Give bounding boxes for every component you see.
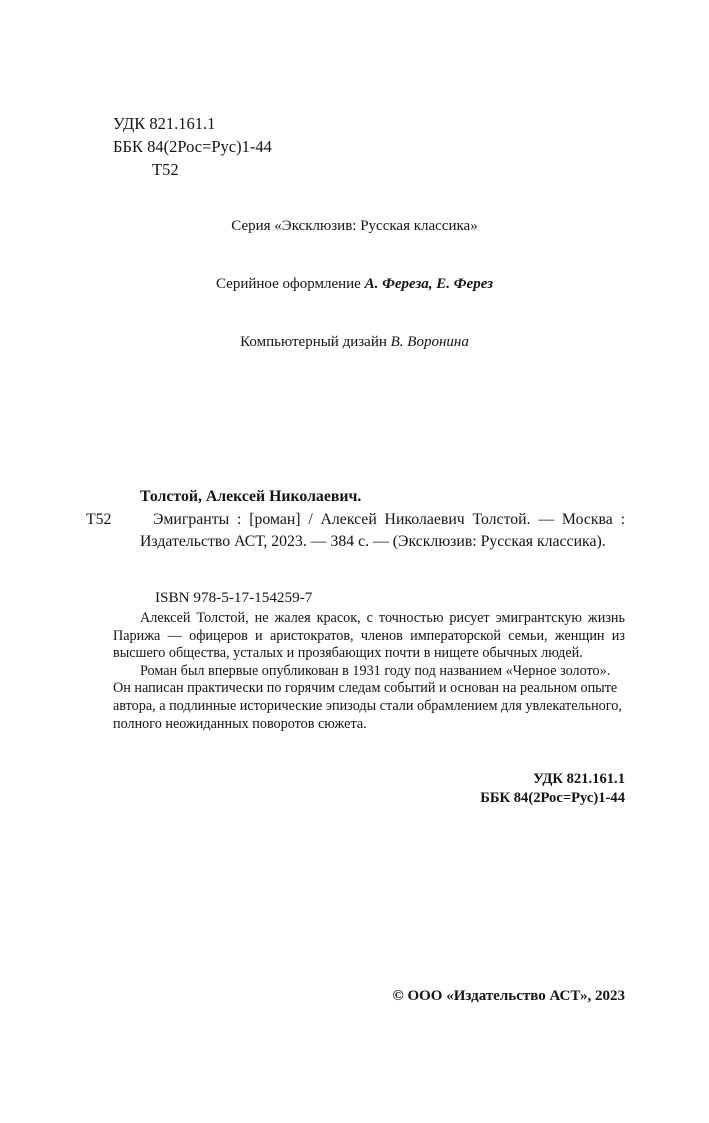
annotation-paragraph-2: Роман был впервые опубликован в 1931 году под названием «Черное золото». Он написан практически по горячим следам событий и основан на реальном опыте автора, а подлинные исторические эпизоды стали обрамлением для увлекательного, полного неожиданных поворотов сюжета. bbox=[113, 662, 622, 732]
series-line: Серия «Эксклюзив: Русская классика» bbox=[231, 218, 478, 234]
biblio-sigla: Т52 bbox=[86, 511, 112, 528]
bibliographic-record bbox=[86, 486, 625, 553]
bbk-line: ББК 84(2Рос=Рус)1-44 bbox=[113, 137, 272, 156]
classmark-block bbox=[113, 112, 272, 181]
computer-design-name: В. Воронина bbox=[390, 334, 469, 350]
classmark-repeat-block bbox=[480, 770, 625, 808]
annotation-paragraph-1: Алексей Толстой, не жалея красок, с точностью рисует эмигрантскую жизнь Парижа — офицеров и аристократов, членов императорской семьи, женщин из высшего общества, усталых и прозябающих почти в нищете обычных людей. bbox=[113, 610, 625, 662]
author-sigla: Т52 bbox=[152, 160, 179, 179]
isbn-line: ISBN 978-5-17-154259-7 bbox=[155, 589, 313, 606]
bbk-repeat: ББК 84(2Рос=Рус)1-44 bbox=[480, 790, 625, 806]
udk-line: УДК 821.161.1 bbox=[113, 114, 216, 133]
series-design-line bbox=[0, 274, 709, 294]
annotation-block bbox=[113, 610, 625, 733]
series-design-names: А. Фереза, Е. Ферез bbox=[364, 276, 494, 292]
copyright-line: © ООО «Издательство АСТ», 2023 bbox=[392, 988, 625, 1004]
series-design-label: Серийное оформление bbox=[215, 276, 365, 292]
udk-repeat: УДК 821.161.1 bbox=[533, 771, 625, 787]
biblio-author: Толстой, Алексей Николаевич. bbox=[140, 488, 362, 505]
computer-design-label: Компьютерный дизайн bbox=[240, 334, 391, 350]
computer-design-line bbox=[0, 332, 709, 352]
biblio-description-line bbox=[86, 509, 625, 553]
credits-block bbox=[0, 216, 709, 352]
biblio-description: Эмигранты : [роман] / Алексей Николаевич Толстой. — Москва : Издательство АСТ, 2023. — 384 с. — (Эксклюзив: Русская классика). bbox=[140, 511, 625, 550]
